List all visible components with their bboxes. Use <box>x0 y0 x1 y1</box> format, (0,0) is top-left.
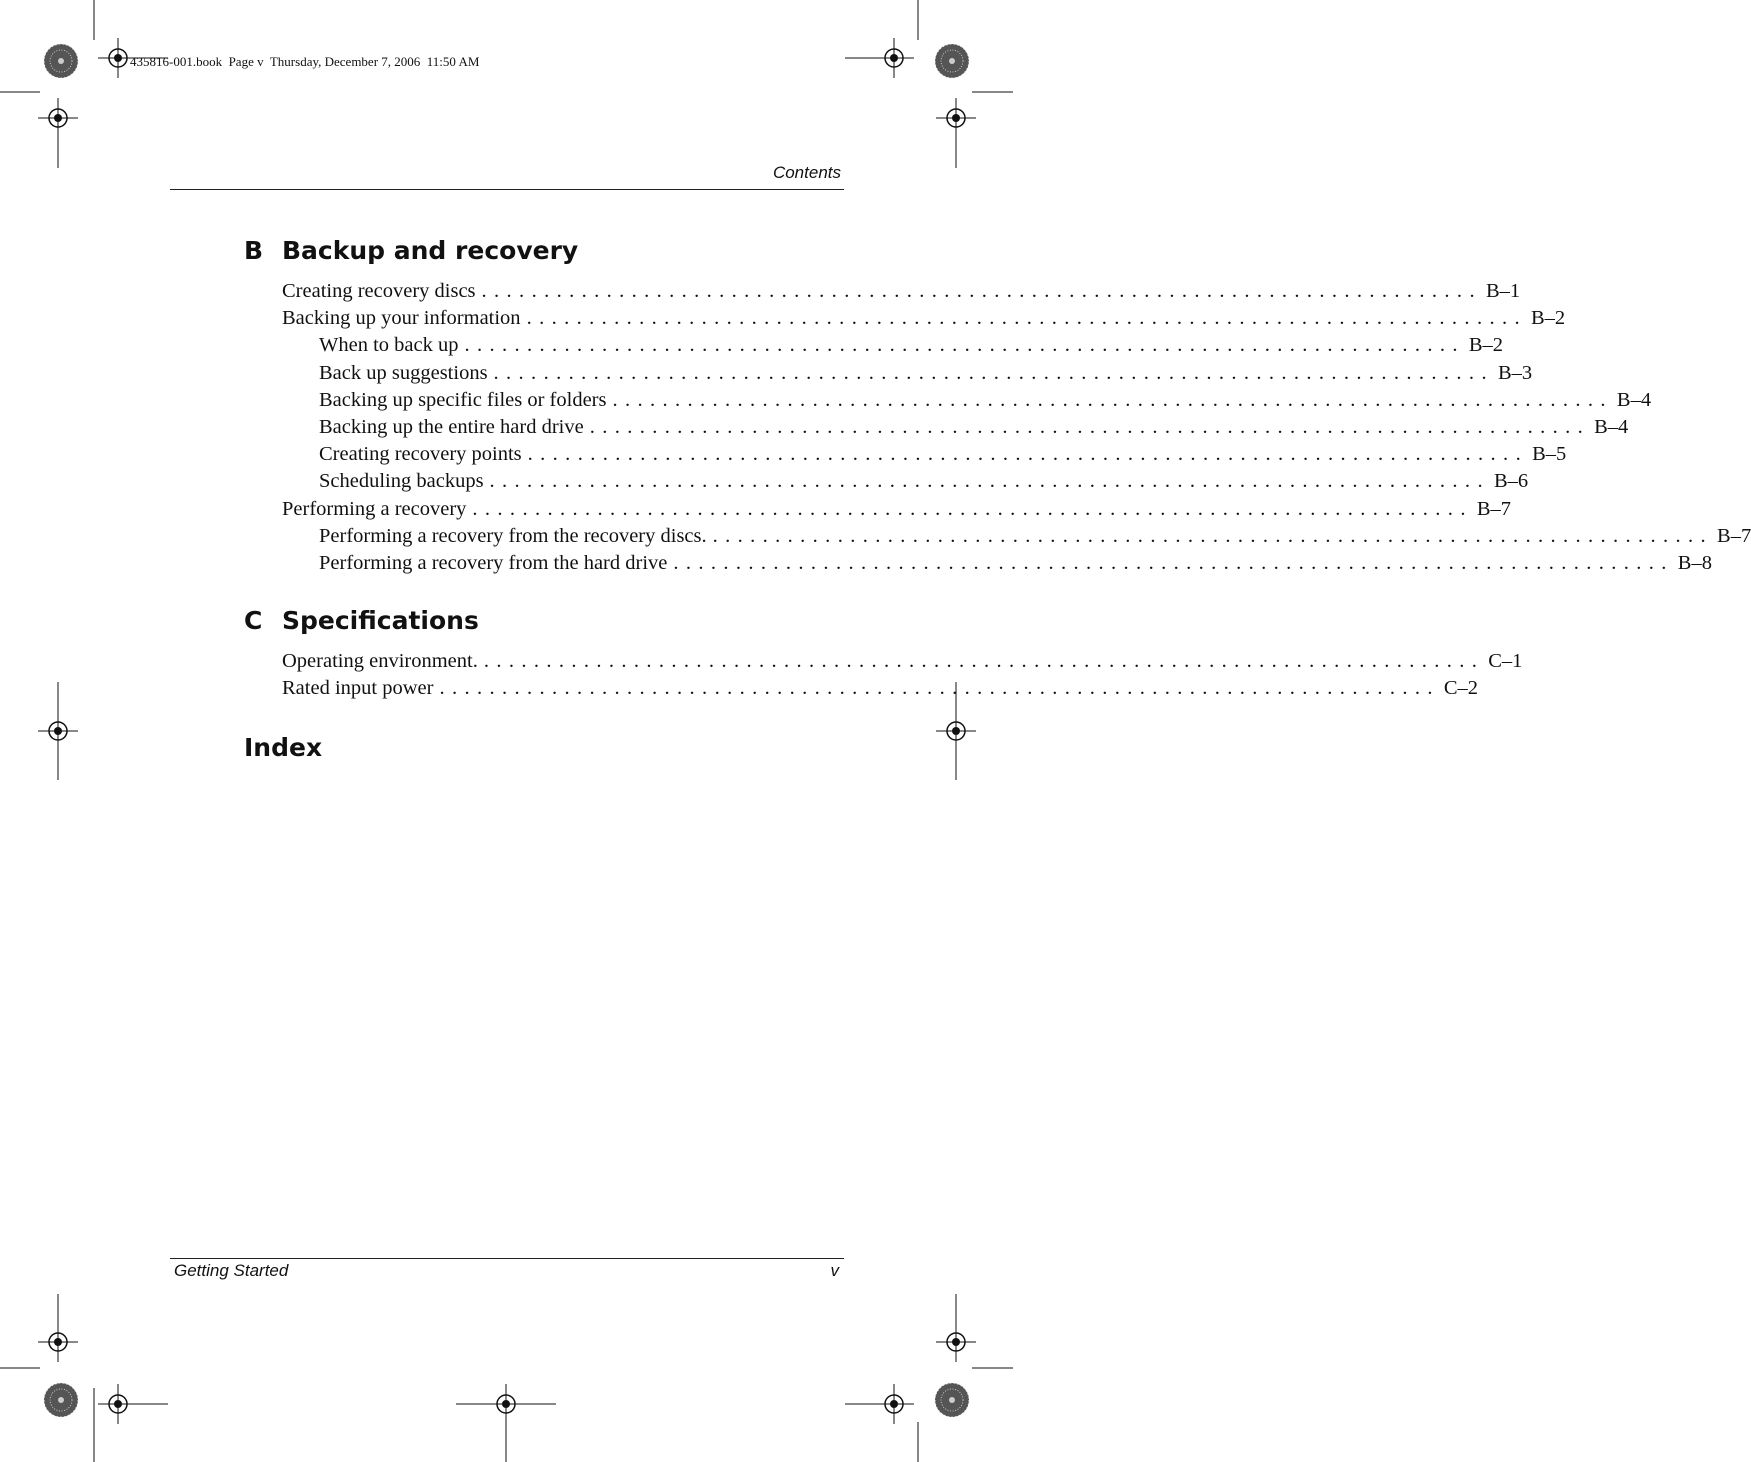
section-letter: B <box>244 236 264 265</box>
toc-entry-page: B–3 <box>1497 361 1533 384</box>
dot-leader: ................................................................................ <box>527 443 1529 466</box>
registration-star-icon <box>44 1383 78 1417</box>
toc-entry-title: Creating recovery points <box>319 443 522 466</box>
toc-entry-page: B–8 <box>1677 551 1712 574</box>
toc-entry-title: Back up suggestions <box>319 361 488 384</box>
dot-leader: ................................................................................ <box>589 415 1591 438</box>
toc-entry-page: B–6 <box>1493 470 1529 493</box>
dot-leader: ................................................................................ <box>464 334 1465 357</box>
footer-page-number: v <box>830 1261 839 1280</box>
toc-entry[interactable] <box>244 496 1512 523</box>
dot-leader: ................................................................................ <box>712 524 1714 547</box>
toc-entry-page: B–2 <box>1468 334 1504 357</box>
section-heading <box>244 604 844 648</box>
dot-leader: ................................................................................ <box>472 497 1473 520</box>
registration-star-icon <box>44 44 78 78</box>
toc-entry[interactable] <box>244 468 1529 495</box>
toc-entry-page: B–7 <box>1476 497 1512 520</box>
section-title: Specifications <box>282 606 479 635</box>
running-head: Contents <box>772 163 841 182</box>
toc-entry-page: B–4 <box>1616 388 1652 411</box>
toc-entry[interactable] <box>244 387 1652 414</box>
toc-entry[interactable] <box>244 360 1533 387</box>
toc-section-b <box>244 234 1751 577</box>
print-slug-line: 435816-001.book Page v Thursday, December 7, 2006 11:50 AM <box>130 54 480 69</box>
toc-entry[interactable] <box>244 523 1751 550</box>
toc-entry[interactable] <box>244 648 1523 675</box>
dot-leader: ................................................................................ <box>481 280 1482 302</box>
toc-entry-title: Rated input power <box>282 677 434 700</box>
dot-leader: ................................................................................ <box>673 551 1674 574</box>
dot-leader: ................................................................................ <box>493 361 1494 384</box>
toc-entry[interactable] <box>244 278 1521 305</box>
toc-entry-title: Performing a recovery from the hard drive <box>319 551 668 574</box>
toc-entry-page: C–2 <box>1443 677 1479 700</box>
toc-section-c <box>244 604 1523 702</box>
toc-entry-page: B–5 <box>1532 443 1567 466</box>
toc-entry-page: B–7 <box>1717 524 1751 547</box>
toc-entry-title: Backing up the entire hard drive <box>319 415 584 438</box>
toc-entry[interactable] <box>244 550 1712 577</box>
toc-entry-title: Backing up your information <box>282 307 521 330</box>
dot-leader: ................................................................................ <box>483 650 1485 672</box>
index-heading[interactable]: Index <box>244 733 323 762</box>
registration-star-icon <box>935 44 969 78</box>
toc-entry-title: Performing a recovery <box>282 497 467 520</box>
toc-entry-title: Performing a recovery from the recovery discs. <box>319 524 707 547</box>
section-title: Backup and recovery <box>282 236 579 265</box>
toc-list <box>244 648 1523 702</box>
toc-entry[interactable] <box>244 414 1629 441</box>
header-rule <box>170 189 844 190</box>
toc-entry[interactable] <box>244 675 1479 702</box>
toc-entry-title: Operating environment. <box>282 650 478 672</box>
footer-book-title: Getting Started <box>174 1261 289 1280</box>
registration-star-icon <box>935 1383 969 1417</box>
toc-entry-title: When to back up <box>319 334 459 357</box>
toc-entry-page: B–1 <box>1485 280 1521 302</box>
toc-section-index <box>244 731 844 775</box>
toc-entry-title: Backing up specific files or folders <box>319 388 607 411</box>
toc-entry-page: C–1 <box>1488 650 1523 672</box>
section-heading <box>244 234 844 278</box>
dot-leader: ................................................................................ <box>439 677 1440 700</box>
dot-leader: ................................................................................ <box>612 388 1613 411</box>
footer-rule <box>170 1258 844 1259</box>
toc-entry-title: Scheduling backups <box>319 470 484 493</box>
dot-leader: ................................................................................ <box>489 470 1490 493</box>
toc-entry-page: B–2 <box>1530 307 1566 330</box>
toc-list <box>244 278 1751 577</box>
toc-entry[interactable] <box>244 332 1504 359</box>
section-letter: C <box>244 606 263 635</box>
toc-entry[interactable] <box>244 441 1567 468</box>
dot-leader: ................................................................................ <box>526 307 1527 330</box>
toc-entry-title: Creating recovery discs <box>282 280 476 302</box>
toc-entry-page: B–4 <box>1594 415 1629 438</box>
toc-entry[interactable] <box>244 305 1566 332</box>
